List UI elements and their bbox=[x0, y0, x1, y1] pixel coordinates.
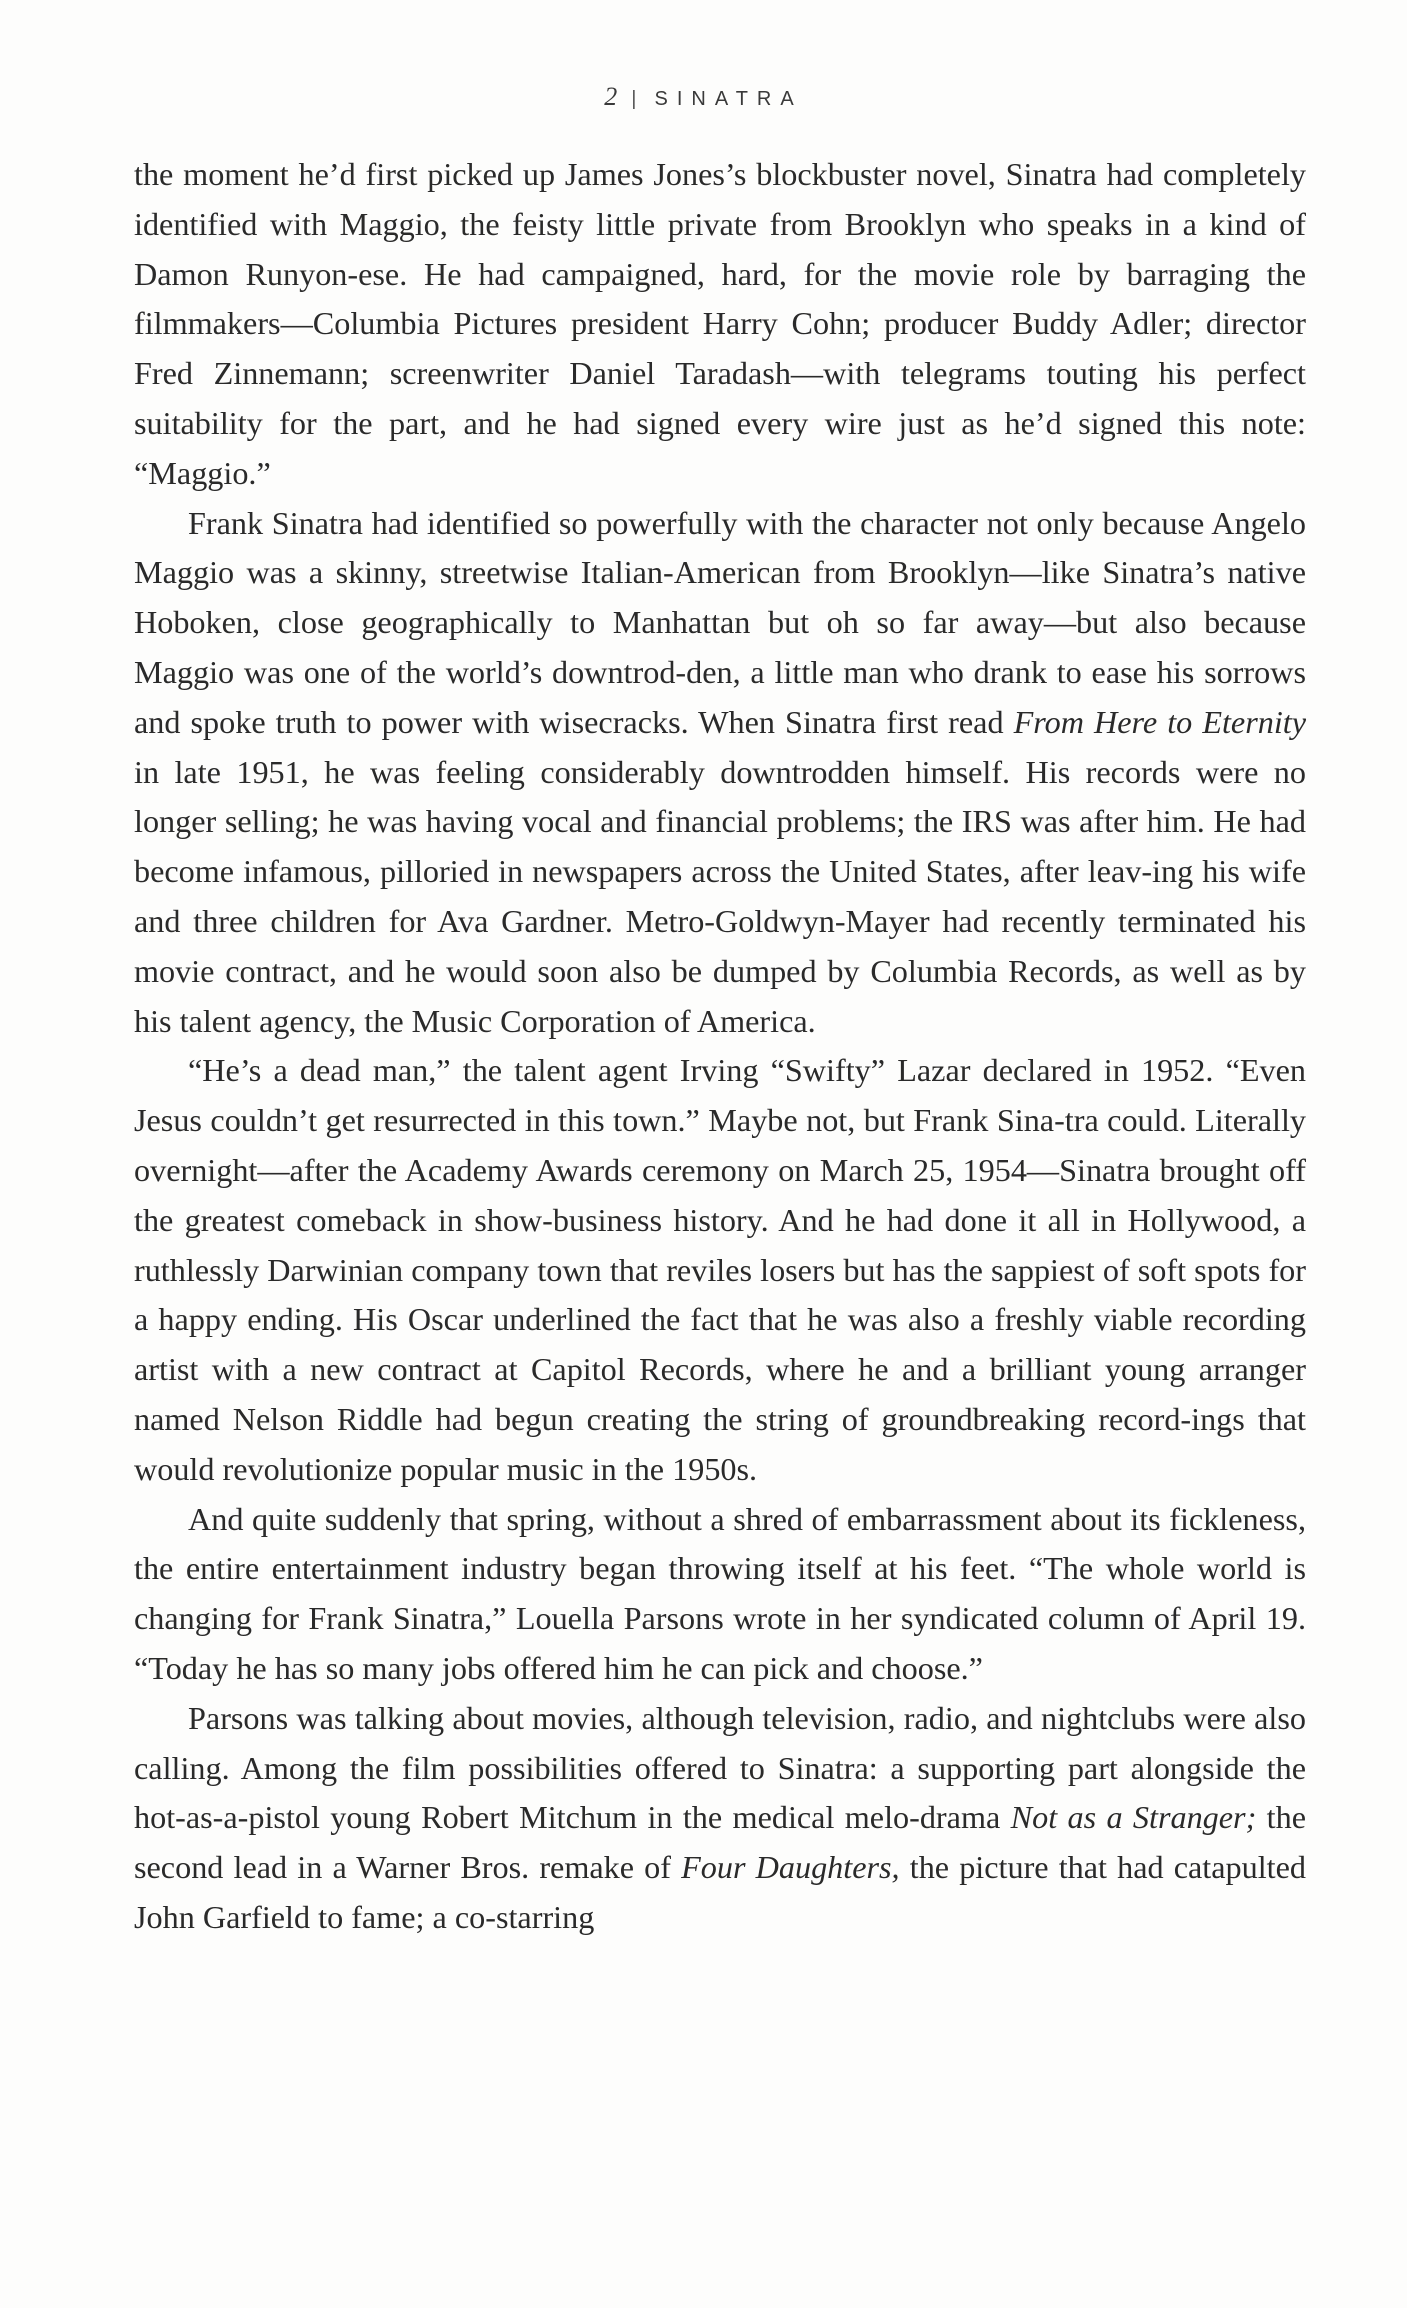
paragraph-text: Parsons was talking about movies, although television, radio, and nightclubs were also calling. Among the film possibilities offered to Sinatra: a supporting part alongside the hot-as-a-pistol young Robert Mitchum in the medical melo-drama bbox=[134, 1699, 1306, 1836]
paragraph-text: the second lead in a Warner Bros. remake of bbox=[134, 1799, 1306, 1886]
paragraph-2 bbox=[134, 499, 1306, 1047]
header-separator: | bbox=[631, 88, 637, 110]
book-title: SINATRA bbox=[654, 88, 803, 110]
film-title-reference: Not as a Stranger; bbox=[1010, 1799, 1257, 1836]
page-number: 2 bbox=[604, 82, 618, 111]
paragraph-text: “He’s a dead man,” the talent agent Irving “Swifty” Lazar declared in 1952. “Even Jesus couldn’t get resurrected in this town.” Maybe not, but Frank Sina-tra could. Literally overnight—after the Academy Awards ceremony on March 25, 1954—Sinatra brought off the greatest comeback in show-business history. And he had done it all in Hollywood, a ruthlessly Darwinian company town that reviles losers but has the sappiest of soft spots for a happy ending. His Oscar underlined the fact that he was also a freshly viable recording artist with a new contract at Capitol Records, where he and a brilliant young arranger named Nelson Riddle had begun creating the string of groundbreaking record-ings that would revolutionize popular music in the 1950s. bbox=[134, 1052, 1306, 1487]
running-head bbox=[0, 82, 1407, 112]
paragraph-3 bbox=[134, 1046, 1306, 1494]
body-text bbox=[134, 150, 1306, 1943]
paragraph-text: in late 1951, he was feeling considerably downtrodden himself. His records were no longer selling; he was having vocal and financial problems; the IRS was after him. He had become infamous, pilloried in newspapers across the United States, after leav-ing his wife and three children for Ava Gardner. Metro-Goldwyn-Mayer had recently terminated his movie contract, and he would soon also be dumped by Columbia Records, as well as by his talent agency, the Music Corporation of America. bbox=[134, 753, 1306, 1039]
paragraph-text: And quite suddenly that spring, without a shred of embarrassment about its fickleness, the entire entertainment industry began throwing itself at his feet. “The whole world is changing for Frank Sinatra,” Louella Parsons wrote in her syndicated column of April 19. “Today he has so many jobs offered him he can pick and choose.” bbox=[134, 1500, 1306, 1686]
paragraph-text: the picture that had catapulted John Garfield to fame; a co-starring bbox=[134, 1849, 1306, 1935]
paragraph-5 bbox=[134, 1694, 1306, 1943]
paragraph-text: the moment he’d first picked up James Jones’s blockbuster novel, Sinatra had completely identified with Maggio, the feisty little private from Brooklyn who speaks in a kind of Damon Runyon-ese. He had campaigned, hard, for the movie role by barraging the filmmakers—Columbia Pictures president Harry Cohn; producer Buddy Adler; director Fred Zinnemann; screenwriter Daniel Taradash—with telegrams touting his perfect suitability for the part, and he had signed every wire just as he’d signed this note: “Maggio.” bbox=[134, 156, 1306, 491]
paragraph-4 bbox=[134, 1495, 1306, 1694]
book-title-reference: From Here to Eternity bbox=[1013, 703, 1306, 740]
paragraph-text: Frank Sinatra had identified so powerfully with the character not only because Angelo Maggio was a skinny, streetwise Italian-American from Brooklyn—like Sinatra’s native Hoboken, close geographically to Manhattan but oh so far away—but also because Maggio was one of the world’s downtrod-den, a little man who drank to ease his sorrows and spoke truth to power with wisecracks. When Sinatra first read bbox=[134, 504, 1306, 740]
paragraph-1 bbox=[134, 150, 1306, 499]
film-title-reference: Four Daughters, bbox=[681, 1849, 900, 1886]
